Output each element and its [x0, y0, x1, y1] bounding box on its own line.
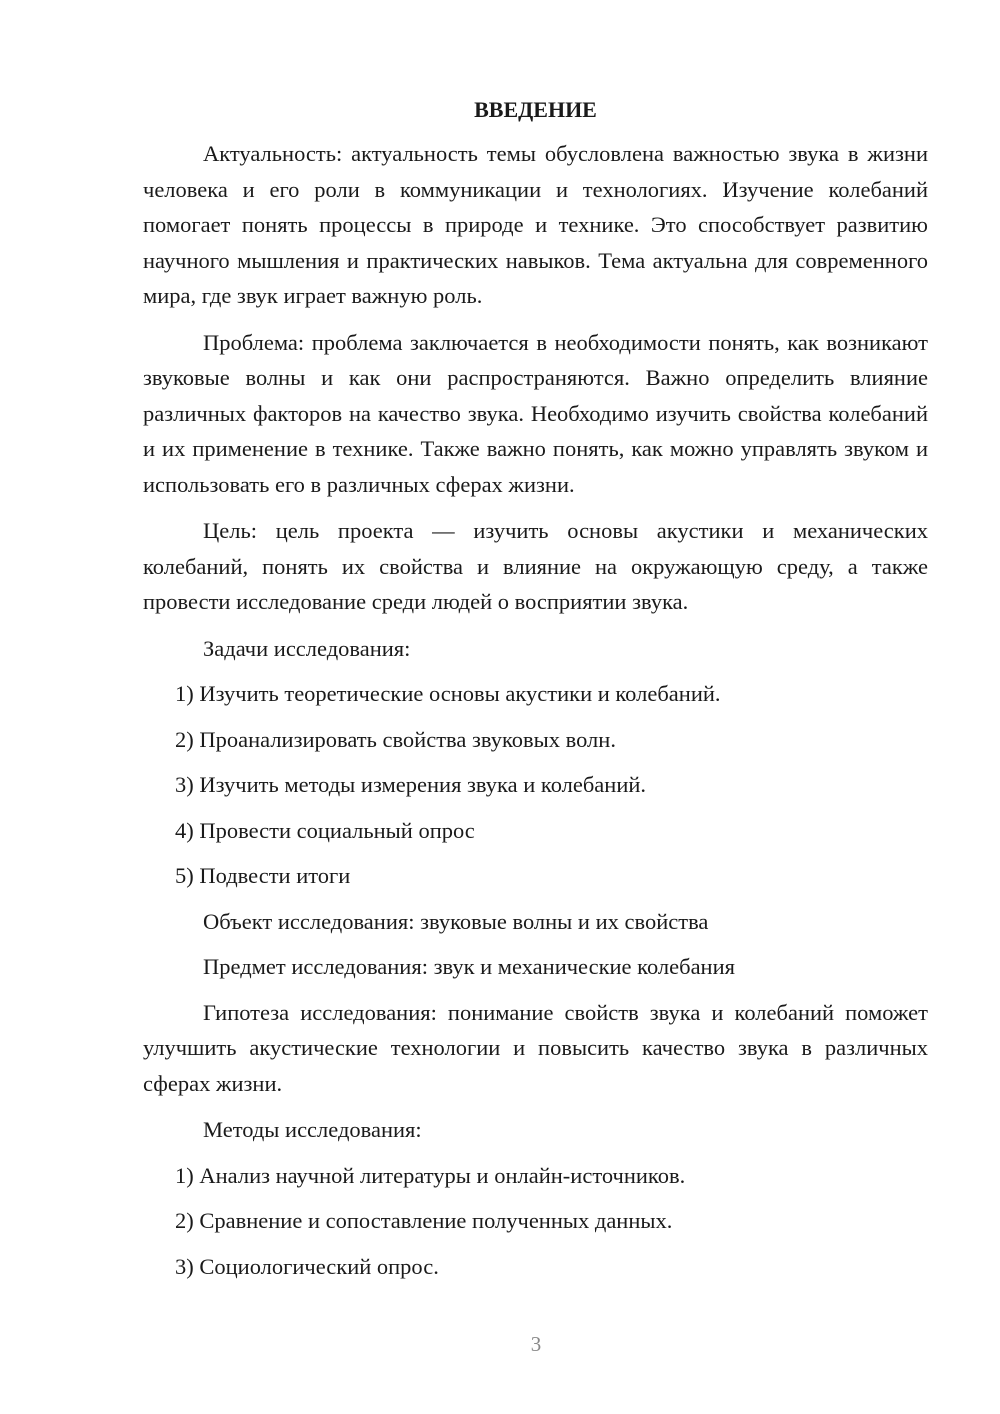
page-number: 3	[530, 1332, 542, 1356]
tasks-list	[143, 676, 928, 894]
relevance-paragraph: Актуальность: актуальность темы обусловлена важностью звука в жизни человека и его роли в коммуникации и технологиях. Изучение колебаний помогает понять процессы в природе и технике. Это способствует развитию научного мышления и практических навыков. Тема актуальна для современного мира, где звук играет важную роль.	[143, 141, 928, 308]
tasks-heading: Задачи исследования:	[203, 635, 411, 661]
methods-heading: Методы исследования:	[203, 1117, 422, 1142]
task-item: 4) Провести социальный опрос	[175, 817, 475, 843]
goal-paragraph: Цель: цель проекта — изучить основы акустики и механических колебаний, понять их свойства и влияние на окружающую среду, а также провести исследование среди людей о восприятии звука.	[143, 518, 928, 614]
object-line: Объект исследования: звуковые волны и их свойства	[203, 908, 709, 934]
method-item: 2) Сравнение и сопоставление полученных данных.	[175, 1208, 673, 1233]
subject-line: Предмет исследования: звук и механические колебания	[203, 954, 735, 979]
task-item: 1) Изучить теоретические основы акустики и колебаний.	[175, 681, 721, 706]
methods-list	[143, 1158, 928, 1285]
hypothesis-paragraph: Гипотеза исследования: понимание свойств звука и колебаний поможет улучшить акустические технологии и повысить качество звука в различных сферах жизни.	[143, 999, 928, 1096]
method-item: 3) Социологический опрос.	[175, 1253, 439, 1279]
method-item: 1) Анализ научной литературы и онлайн-источников.	[175, 1162, 686, 1188]
task-item: 5) Подвести итоги	[175, 863, 351, 888]
document-page	[143, 92, 928, 1294]
task-item: 2) Проанализировать свойства звуковых волн.	[175, 726, 616, 752]
problem-paragraph: Проблема: проблема заключается в необходимости понять, как возникают звуковые волны и как они распространяются. Важно определить влияние различных факторов на качество звука. Необходимо изучить свойства колебаний и их применение в технике. Также важно понять, как можно управлять звуком и использовать его в различных сферах жизни.	[143, 329, 928, 497]
section-title: ВВЕДЕНИЕ	[474, 97, 597, 122]
task-item: 3) Изучить методы измерения звука и колебаний.	[175, 772, 647, 797]
